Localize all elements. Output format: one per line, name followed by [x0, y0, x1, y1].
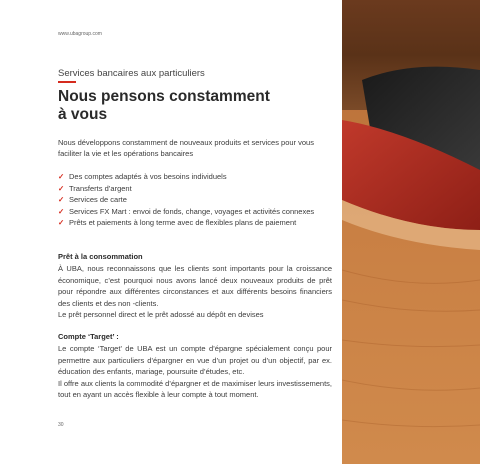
target-paragraph [58, 343, 332, 401]
target-body-2: Il offre aux clients la commodité d’épargner et de maximiser leurs investissements, tout en ayant un accès flexible à leur compte à tout moment. [58, 378, 332, 399]
intro-paragraph: Nous développons constamment de nouveaux produits et services pour vous faciliter la vie et les opérations bancaires [58, 138, 314, 158]
section-eyebrow: Services bancaires aux particuliers [58, 68, 205, 79]
target-body: Le compte ‘Target’ de UBA est un compte d’épargne spécialement conçu pour permettre aux particuliers d’épargner en vue d’un projet ou d’un objectif, par ex. éducation des enfants, mariage, poursuite d’études, etc. [58, 344, 332, 376]
loan-heading: Prêt à la consommation [58, 252, 143, 261]
check-icon: ✓ [58, 183, 65, 193]
loan-paragraph [58, 263, 332, 321]
check-icon: ✓ [58, 172, 65, 181]
loan-body: À UBA, nous reconnaissons que les clients sont importants pour la croissance économique, c’est pourquoi nous avons lancé deux nouveaux produits de prêt pour répondre aux différentes circonstances et aux différents besoins financiers des clients et des non -clients. [58, 264, 332, 308]
accent-rule [58, 81, 76, 83]
list-item: ✓ Prêts et paiements à long terme avec de flexibles plans de paiement [58, 218, 297, 227]
loan-body-2: Le prêt personnel direct et le prêt adossé au dépôt en devises [58, 310, 264, 319]
page-title [58, 88, 288, 124]
check-icon: ✓ [58, 218, 65, 227]
benefits-list [58, 171, 334, 229]
list-item: ✓ Services de carte [58, 195, 127, 204]
page-number: 30 [58, 422, 64, 428]
check-icon: ✓ [58, 206, 65, 216]
list-item: ✓ Des comptes adaptés à vos besoins individuels [58, 172, 227, 181]
check-icon: ✓ [58, 195, 65, 204]
target-heading: Compte ‘Target’ : [58, 332, 119, 341]
title-line-1: Nous pensons constamment [58, 88, 270, 105]
lifestyle-photo [342, 0, 480, 464]
title-line-2: à vous [58, 106, 108, 123]
list-item: ✓ Services FX Mart : envoi de fonds, change, voyages et activités connexes [58, 206, 315, 216]
website-url: www.ubagroup.com [58, 31, 102, 37]
list-item: ✓ Transferts d’argent [58, 183, 132, 193]
